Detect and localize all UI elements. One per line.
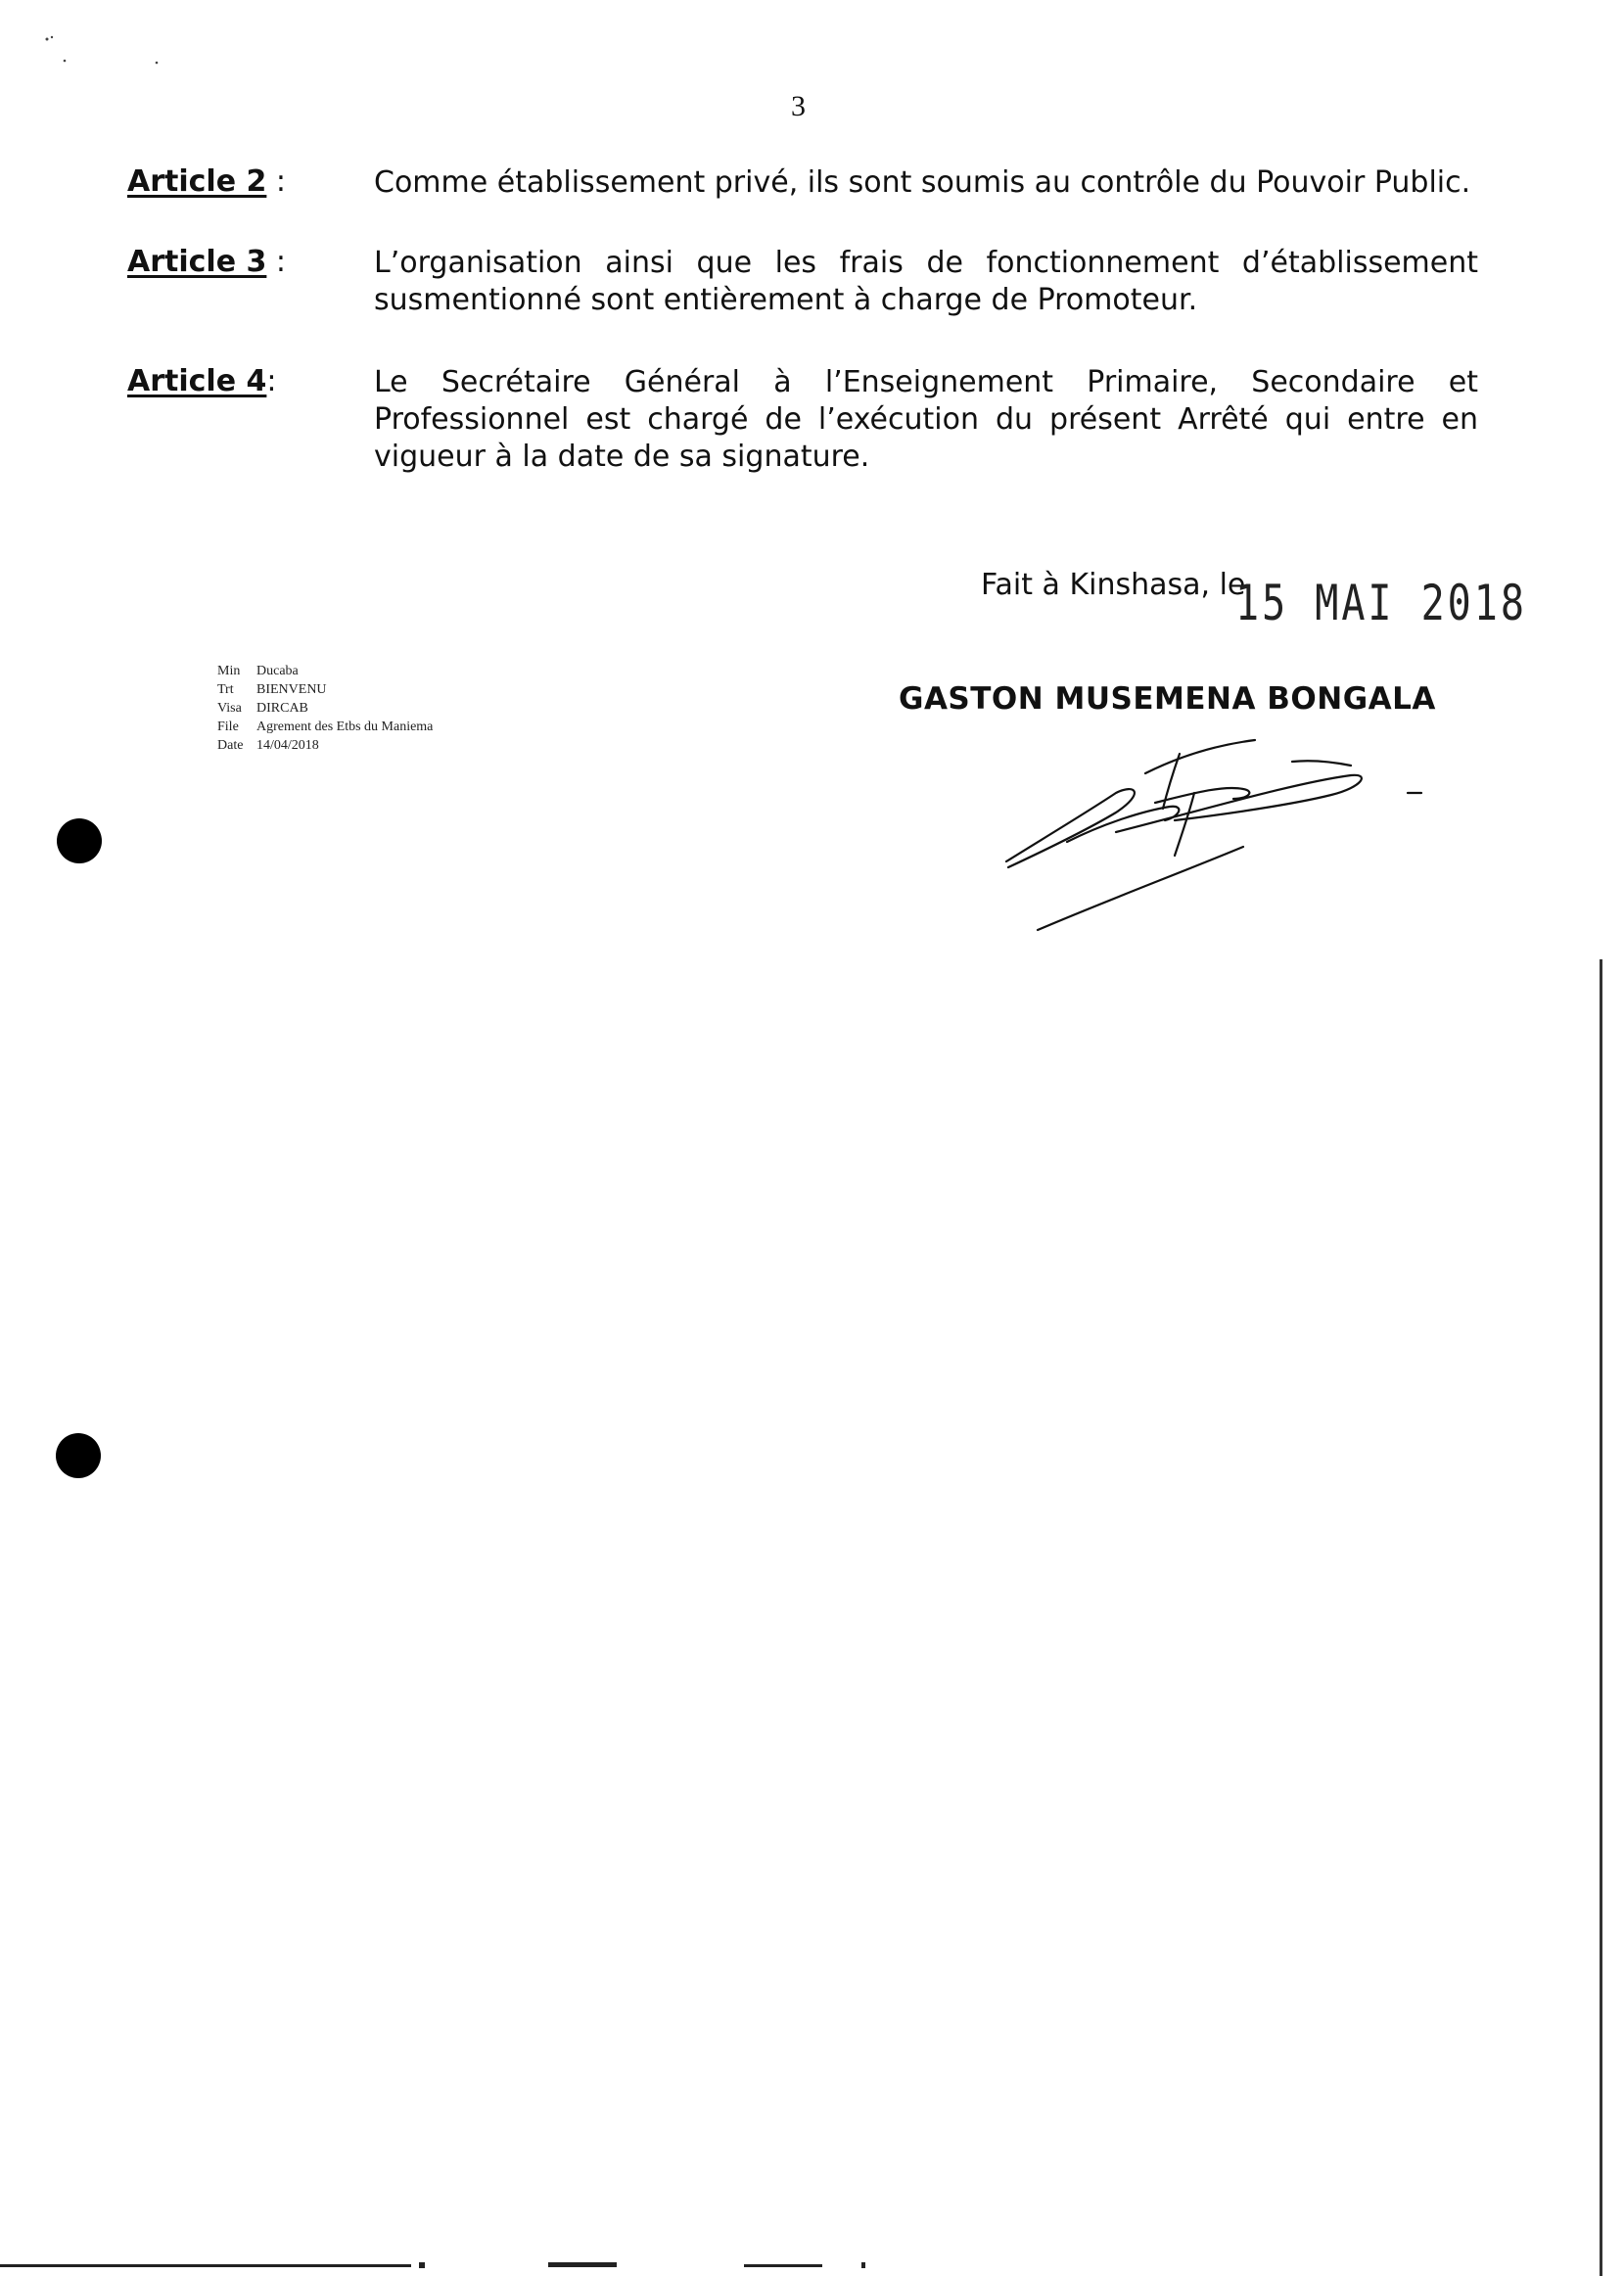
article-3-text: L’organisation ainsi que les frais de fonctionnement d’établissement susmentionné sont entièrement à charge de Promoteur. <box>374 246 1478 317</box>
scan-specks <box>39 29 166 78</box>
signatory-name: GASTON MUSEMENA BONGALA <box>899 681 1436 717</box>
article-2-text: Comme établissement privé, ils sont soumis au contrôle du Pouvoir Public. <box>374 165 1471 200</box>
punch-hole <box>56 1433 101 1478</box>
article-2-label: Article 2 : <box>127 164 287 199</box>
article-4-text: Le Secrétaire Général à l’Enseignement Primaire, Secondaire et Professionnel est chargé de l’exécution du présent Arrêté qui entre en vigueur à la date de sa signature. <box>374 365 1478 474</box>
page-number: 3 <box>791 90 806 122</box>
punch-hole <box>57 818 102 863</box>
article-4-label: Article 4: <box>127 364 277 398</box>
scan-bottom-marks <box>0 2256 979 2274</box>
handwritten-signature <box>998 734 1429 950</box>
reference-row: Trt BIENVENU <box>217 682 327 697</box>
reference-row: Visa DIRCAB <box>217 701 308 716</box>
reference-row: File Agrement des Etbs du Maniema <box>217 720 434 734</box>
scan-edge-line <box>1600 959 1602 2276</box>
reference-row: Date 14/04/2018 <box>217 738 319 753</box>
article-3-label: Article 3 : <box>127 245 287 279</box>
stamped-date: 15 MAI 2018 <box>1235 576 1527 632</box>
place-date-line: Fait à Kinshasa, le <box>981 568 1246 602</box>
reference-block <box>217 662 433 755</box>
reference-row: Min Ducaba <box>217 664 299 678</box>
